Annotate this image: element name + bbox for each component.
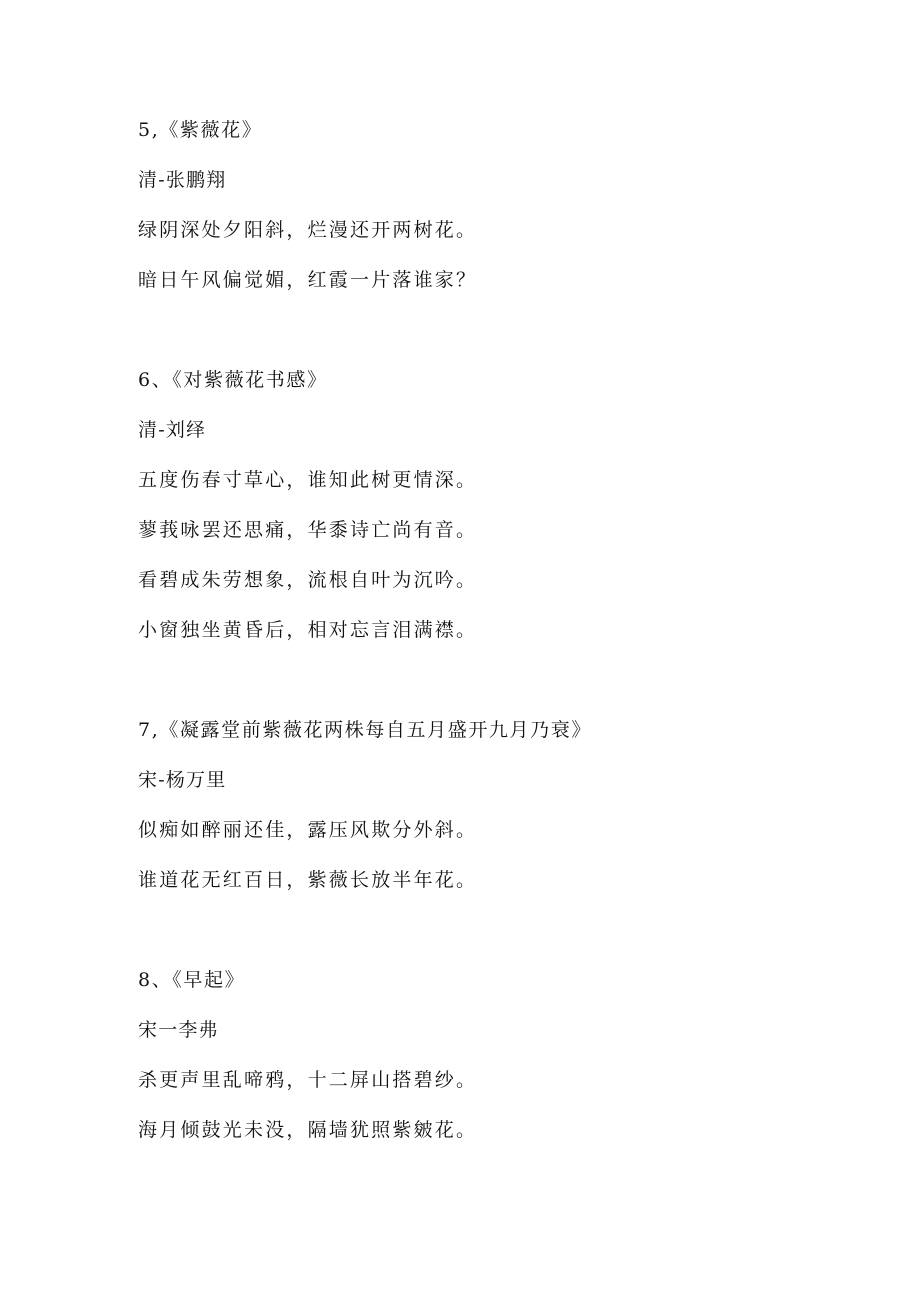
poem-line: 谁道花无红百日，紫薇长放半年花。 — [138, 869, 478, 891]
poem-6 — [138, 367, 858, 667]
poem-title: 7,《凝露堂前紫薇花两株每自五月盛开九月乃衰》 — [138, 719, 592, 741]
poem-line: 五度伤春寸草心，谁知此树更情深。 — [138, 469, 478, 491]
poem-author: 宋一李弗 — [138, 1019, 219, 1041]
poem-line: 杀更声里乱啼鸦，十二屏山搭碧纱。 — [138, 1069, 478, 1091]
poem-title: 8、《早起》 — [138, 969, 246, 991]
poem-line: 小窗独坐黄昏后，相对忘言泪满襟。 — [138, 619, 478, 641]
poem-line: 似痴如醉丽还佳，露压风欺分外斜。 — [138, 819, 478, 841]
poem-line: 蓼莪咏罢还思痛，华黍诗亡尚有音。 — [138, 519, 478, 541]
poem-author: 清-张鹏翔 — [138, 169, 227, 191]
poem-title: 5,《紫薇花》 — [138, 119, 263, 141]
poem-8 — [138, 967, 858, 1167]
poem-line: 暗日午风偏觉媚，红霞一片落谁家？ — [138, 269, 478, 291]
poem-title: 6、《对紫薇花书感》 — [138, 369, 328, 391]
poem-5 — [138, 117, 858, 317]
poem-line: 看碧成朱劳想象，流根自叶为沉吟。 — [138, 569, 478, 591]
poem-author: 宋-杨万里 — [138, 769, 227, 791]
poem-author: 清-刘绎 — [138, 419, 207, 441]
poem-line: 绿阴深处夕阳斜，烂漫还开两树花。 — [138, 219, 478, 241]
poem-line: 海月倾鼓光未没，隔墙犹照紫皴花。 — [138, 1119, 478, 1141]
poem-7 — [138, 717, 858, 917]
